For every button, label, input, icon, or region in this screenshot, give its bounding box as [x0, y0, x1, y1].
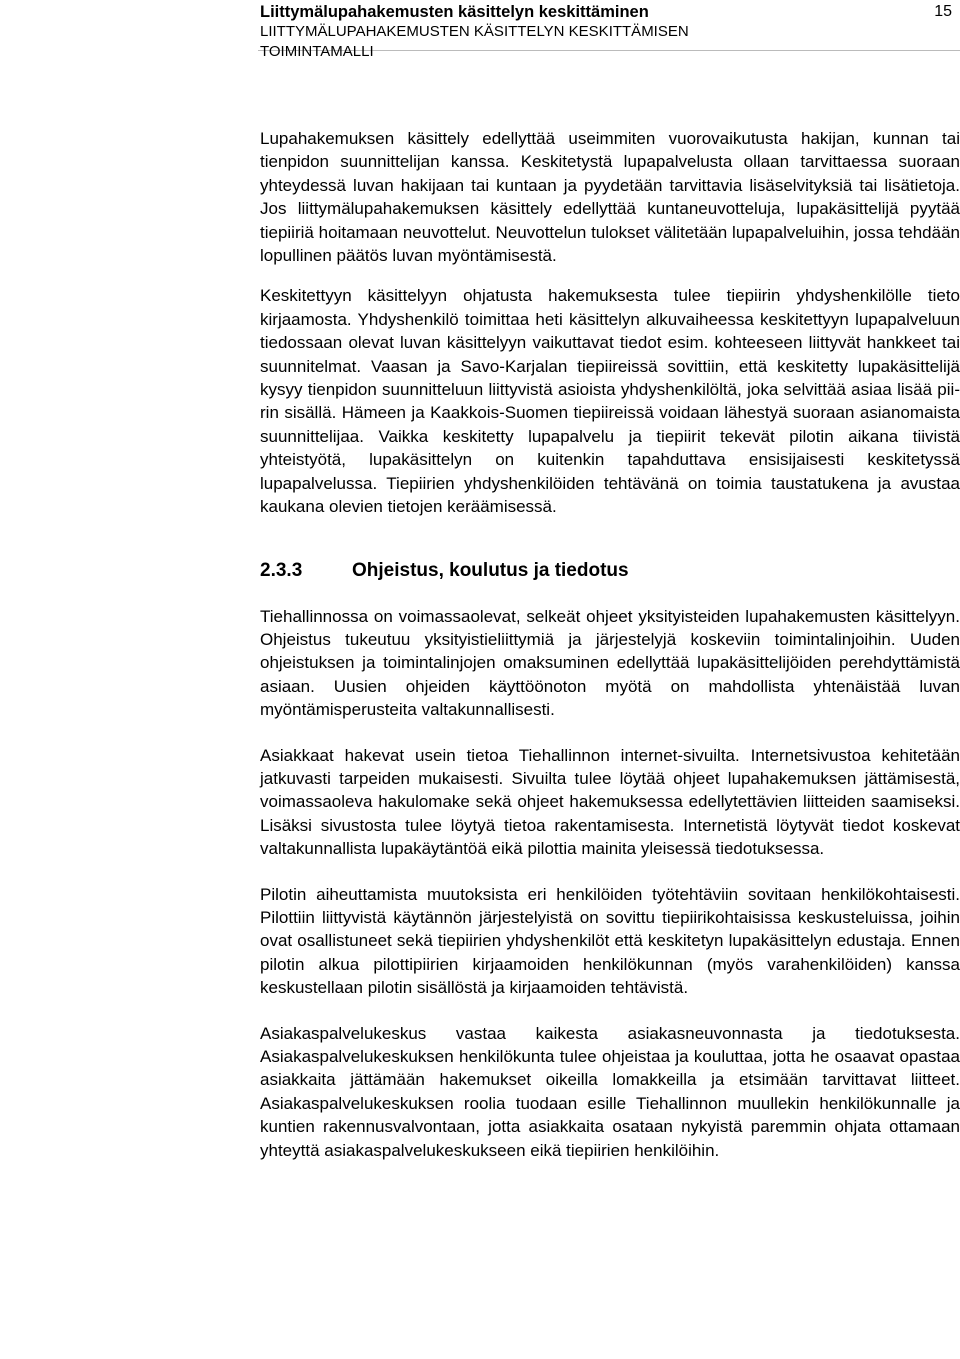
page-body — [260, 127, 960, 1162]
paragraph-2: Keskitettyyn käsittelyyn ohjatusta hakemuksesta tulee tiepiirin yhdyshenkilölle tieto kirjaamosta. Yhdyshenkilö toimittaa heti käsittelyn alkuvaiheessa keskitettyyn lupapalveluun tiedossaan olevat luvan käsittelyyn vaikuttavat tiedot esim. kohteeseen liittyvät hankkeet tai suunnitelmat. Vaasan ja Savo-Karjalan tiepiireissä sovittiin, että keskitetty lupakäsittelijä kysyy tienpidon suunnitteluun liittyvistä asioista yhdyshenkilöltä, joka selvittää asiaa lisää piirin sisällä. Hämeen ja Kaakkois-Suomen tiepiireissä voidaan lähestyä suoraan asianomaista suunnittelijaa. Vaikka keskitetty lupapalvelu ja tiepiirit tekevät pilotin aikana tiivistä yhteistyötä, lupakäsittelyn on kuitenkin tapahduttava ensisijaisesti keskitetyssä lupapalvelussa. Tiepiirien yhdyshenkilöiden tehtävänä on toimia taustatukena ja avustaa kaukana olevien tietojen keräämisessä. — [260, 286, 960, 517]
paragraph-6: Asiakaspalvelukeskus vastaa kaikesta asiakasneuvonnasta ja tiedotuksesta. Asiakaspalvelukeskuksen henkilökunta tulee ohjeistaa ja kouluttaa, jotta he osaavat opastaa asiakkaita jättämään hakemukset oikeilla lomakkeilla ja etsimään tarvittavat liitteet. Asiakaspalvelukeskuksen roolia tuodaan esille Tiehallinnon muullekin henkilökunnalle ja kuntien rakennusvalvontaan, jotta asiakkaita osataan nykyistä paremmin ohjata ottamaan yhteyttä asiakaspalvelukeskukseen eikä tiepiirien henkilöihin. — [260, 1023, 960, 1160]
section-number: 2.3.3 — [260, 559, 303, 581]
paragraph-1: Lupahakemuksen käsittely edellyttää useimmiten vuorovaikutusta hakijan, kunnan tai tienpidon suunnittelijan kanssa. Keskitetystä lupapalvelusta ollaan tarvittaessa suoraan yhteydessä luvan hakijaan tai kuntaan ja pyydetään tarvittavia lisäselvityksiä tai lisätietoja. Jos liittymälupahakemuksen käsittely edellyttää kuntaneuvotteluja, lupakäsittelijä pyytää tiepiiriä hoitamaan neuvottelut. Neuvottelun tulokset välitetään lupapalveluihin, jossa tehdään lopullinen päätös luvan myöntämisestä. — [260, 129, 960, 266]
paragraph-3: Tiehallinnossa on voimassaolevat, selkeät ohjeet yksityisteiden lupahakemusten käsittelyyn. Ohjeistus tukeutuu yksityistieliittymiä ja järjestelyjä koskeviin toimintalinjoihin. Uuden ohjeistuksen ja toimintalinjojen omaksuminen edellyttää lupakäsittelijöiden perehdyttämistä asiaan. Uusien ohjeiden käyttöönoton myötä on mahdollista yhtenäistää luvan myöntämisperusteita valtakunnallisesti. — [260, 606, 960, 720]
page-number: 15 — [934, 3, 952, 20]
section-title: Ohjeistus, koulutus ja tiedotus — [352, 559, 629, 581]
paragraph-5: Pilotin aiheuttamista muutoksista eri henkilöiden työtehtäviin sovitaan henkilökohtaisesti. Pilottiin liittyvistä käytännön järjestelyistä on sovittu tiepiirikohtaisissa keskusteluissa, joihin ovat osallistuneet sekä tiepiirien yhdyshenkilöt että keskitetyn lupakäsittelyn edustaja. Ennen pilotin alkua pilottipiirien kirjaamoiden henkilökunnan (myös varahenkilöiden) kanssa keskustellaan pilotin sisällöstä ja kirjaamoiden tehtävistä. — [260, 884, 960, 998]
page-header — [258, 0, 960, 60]
section-heading — [260, 559, 960, 583]
paragraph-4: Asiakkaat hakevat usein tietoa Tiehallinnon internet-sivuilta. Internetsivustoa kehitetään jatkuvasti tarpeiden mukaisesti. Sivuilta tulee löytää ohjeet lupahakemuksen jättämisestä, voimassaoleva hakulomake sekä ohjeet hakemuksessa edellytettävien liitteiden saamiseksi. Lisäksi sivustosta tulee löytyä tietoa rakentamisesta. Internetistä löytyvät tiedot koskevat valtakunnallista lupakäytäntöä eikä pilottia mainita yleisessä tiedotuksessa. — [260, 745, 960, 859]
header-title: Liittymälupahakemusten käsittelyn keskittäminen — [260, 3, 649, 21]
header-subtitle: LIITTYMÄLUPAHAKEMUSTEN KÄSITTELYN KESKITTÄMISEN TOIMINTAMALLI — [260, 23, 689, 60]
